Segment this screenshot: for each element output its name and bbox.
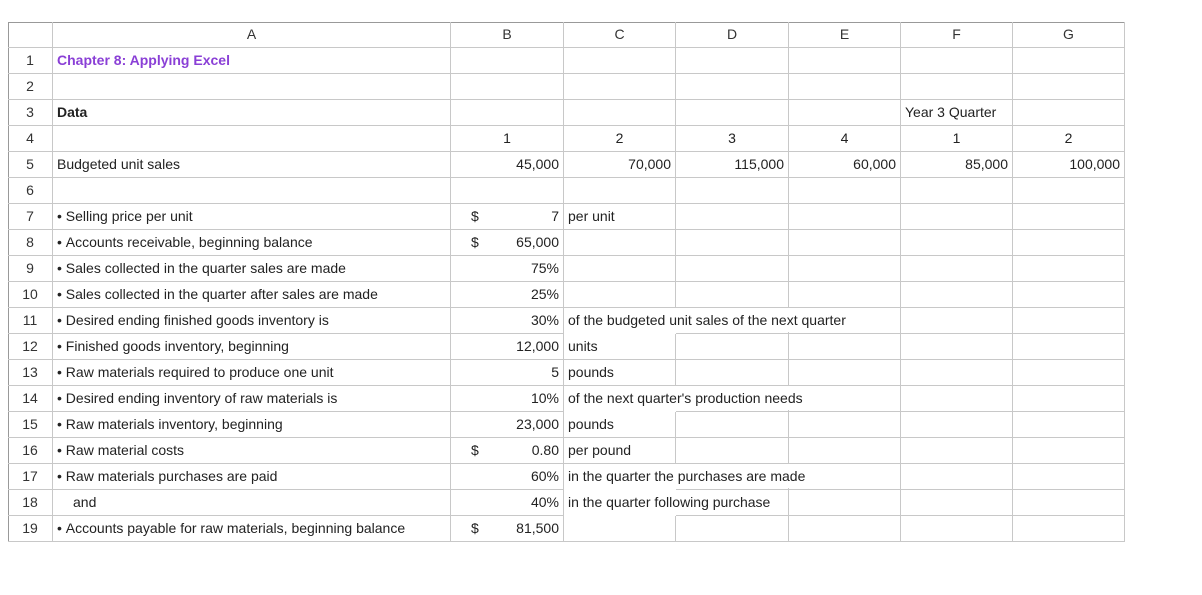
item-note[interactable]: units [564, 334, 676, 360]
item-note[interactable]: of the next quarter's production needs [564, 386, 805, 410]
empty-cell[interactable] [1013, 386, 1125, 412]
item-value: 30% [530, 312, 559, 328]
empty-cell[interactable] [676, 230, 789, 256]
budgeted-unit-sales-value[interactable]: 115,000 [676, 152, 789, 178]
currency-symbol: $ [471, 234, 479, 250]
item-label[interactable]: • Desired ending inventory of raw materials is [53, 386, 451, 412]
empty-cell[interactable] [901, 230, 1013, 256]
empty-cell[interactable] [564, 48, 676, 74]
empty-cell[interactable] [789, 516, 901, 542]
item-value-cell[interactable] [451, 438, 564, 464]
empty-cell[interactable] [564, 256, 676, 282]
row-header-3[interactable]: 3 [8, 100, 53, 126]
column-header-d[interactable]: D [676, 22, 789, 48]
empty-cell[interactable] [676, 516, 789, 542]
empty-cell[interactable] [564, 282, 676, 308]
item-value: 7 [551, 208, 559, 224]
empty-cell[interactable] [676, 48, 789, 74]
item-label[interactable]: • Finished goods inventory, beginning [53, 334, 451, 360]
item-value-cell[interactable] [451, 230, 564, 256]
item-value-cell[interactable] [451, 334, 564, 360]
column-header-e[interactable]: E [789, 22, 901, 48]
empty-cell[interactable] [451, 100, 564, 126]
quarter-number[interactable]: 1 [451, 126, 564, 152]
empty-cell[interactable] [676, 256, 789, 282]
quarter-number[interactable]: 3 [676, 126, 789, 152]
column-header-a[interactable]: A [53, 22, 451, 48]
budgeted-unit-sales-value[interactable]: 85,000 [901, 152, 1013, 178]
item-note[interactable]: pounds [564, 360, 676, 386]
row-header-17[interactable]: 17 [8, 464, 53, 490]
empty-cell[interactable] [676, 334, 789, 360]
row-header-7[interactable]: 7 [8, 204, 53, 230]
empty-cell[interactable] [1013, 230, 1125, 256]
row-header-15[interactable]: 15 [8, 412, 53, 438]
empty-cell[interactable] [901, 178, 1013, 204]
column-header-c[interactable]: C [564, 22, 676, 48]
item-note[interactable]: per pound [564, 438, 676, 464]
empty-cell[interactable] [789, 490, 901, 516]
empty-cell[interactable] [676, 74, 789, 100]
year3-quarter-number[interactable]: 2 [1013, 126, 1125, 152]
empty-cell[interactable] [1013, 100, 1125, 126]
item-value: 65,000 [516, 234, 559, 250]
item-value-cell[interactable] [451, 282, 564, 308]
empty-cell[interactable] [789, 48, 901, 74]
empty-cell[interactable] [901, 48, 1013, 74]
empty-cell[interactable] [789, 230, 901, 256]
item-label[interactable]: • Accounts receivable, beginning balance [53, 230, 451, 256]
empty-cell[interactable] [564, 178, 676, 204]
item-value: 12,000 [516, 338, 559, 354]
row-header-10[interactable]: 10 [8, 282, 53, 308]
empty-cell[interactable] [789, 74, 901, 100]
item-note[interactable]: in the quarter following purchase [564, 490, 772, 514]
empty-cell[interactable] [901, 438, 1013, 464]
empty-cell[interactable] [901, 360, 1013, 386]
empty-cell[interactable] [901, 386, 1013, 412]
quarter-number[interactable]: 4 [789, 126, 901, 152]
empty-cell[interactable] [564, 516, 676, 542]
item-label[interactable]: • Raw materials purchases are paid [53, 464, 451, 490]
item-label[interactable]: • Sales collected in the quarter sales are made [53, 256, 451, 282]
item-value-cell[interactable] [451, 204, 564, 230]
empty-cell[interactable] [451, 48, 564, 74]
item-value-cell[interactable] [451, 490, 564, 516]
empty-cell[interactable] [1013, 48, 1125, 74]
item-value-cell[interactable] [451, 360, 564, 386]
empty-cell[interactable] [676, 100, 789, 126]
year3-quarter-label[interactable]: Year 3 Quarter [901, 100, 1013, 126]
empty-cell[interactable] [789, 204, 901, 230]
sheet-title[interactable]: Chapter 8: Applying Excel [53, 48, 451, 74]
row-header-12[interactable]: 12 [8, 334, 53, 360]
item-value-cell[interactable] [451, 308, 564, 334]
item-note[interactable]: of the budgeted unit sales of the next quarter [564, 308, 848, 332]
empty-cell[interactable] [901, 204, 1013, 230]
item-label[interactable]: • Selling price per unit [53, 204, 451, 230]
budgeted-unit-sales-value[interactable]: 100,000 [1013, 152, 1125, 178]
item-note[interactable]: pounds [564, 412, 676, 438]
item-value: 75% [530, 260, 559, 276]
empty-cell[interactable] [901, 308, 1013, 334]
row-header-13[interactable]: 13 [8, 360, 53, 386]
spreadsheet-grid [8, 22, 1125, 544]
row-header-16[interactable]: 16 [8, 438, 53, 464]
empty-cell[interactable] [1013, 334, 1125, 360]
empty-cell[interactable] [676, 204, 789, 230]
row-header-2[interactable]: 2 [8, 74, 53, 100]
row-header-8[interactable]: 8 [8, 230, 53, 256]
item-label[interactable]: • Raw materials inventory, beginning [53, 412, 451, 438]
empty-cell[interactable] [1013, 204, 1125, 230]
empty-cell[interactable] [789, 256, 901, 282]
row-header-1[interactable]: 1 [8, 48, 53, 74]
budgeted-unit-sales-value[interactable]: 70,000 [564, 152, 676, 178]
empty-cell[interactable] [901, 334, 1013, 360]
empty-cell[interactable] [1013, 360, 1125, 386]
item-label[interactable]: • Desired ending finished goods inventory is [53, 308, 451, 334]
empty-cell[interactable] [901, 490, 1013, 516]
empty-cell[interactable] [901, 74, 1013, 100]
empty-cell[interactable] [901, 282, 1013, 308]
item-label[interactable]: • Raw materials required to produce one unit [53, 360, 451, 386]
item-value-cell[interactable] [451, 412, 564, 438]
item-value: 23,000 [516, 416, 559, 432]
budgeted-unit-sales-label[interactable]: Budgeted unit sales [53, 152, 451, 178]
item-value: 40% [530, 494, 559, 510]
empty-cell[interactable] [1013, 438, 1125, 464]
empty-cell[interactable] [901, 464, 1013, 490]
empty-cell[interactable] [1013, 74, 1125, 100]
empty-cell[interactable] [901, 516, 1013, 542]
empty-cell[interactable] [1013, 464, 1125, 490]
row-header-19[interactable]: 19 [8, 516, 53, 542]
item-label[interactable]: • Accounts payable for raw materials, beginning balance [53, 516, 451, 542]
empty-cell[interactable] [451, 178, 564, 204]
empty-cell[interactable] [676, 282, 789, 308]
item-value: 25% [530, 286, 559, 302]
empty-cell[interactable] [789, 412, 901, 438]
item-value-cell[interactable] [451, 516, 564, 542]
quarter-number[interactable]: 2 [564, 126, 676, 152]
row-header-9[interactable]: 9 [8, 256, 53, 282]
row-header-11[interactable]: 11 [8, 308, 53, 334]
row-header-4[interactable]: 4 [8, 126, 53, 152]
empty-cell[interactable] [789, 334, 901, 360]
empty-cell[interactable] [53, 178, 451, 204]
empty-cell[interactable] [1013, 282, 1125, 308]
empty-cell[interactable] [789, 438, 901, 464]
empty-cell[interactable] [676, 178, 789, 204]
empty-cell[interactable] [789, 178, 901, 204]
data-label[interactable]: Data [53, 100, 451, 126]
empty-cell[interactable] [901, 256, 1013, 282]
empty-cell[interactable] [789, 386, 901, 412]
item-note[interactable]: in the quarter the purchases are made [564, 464, 807, 488]
empty-cell[interactable] [789, 282, 901, 308]
row-header-18[interactable]: 18 [8, 490, 53, 516]
currency-symbol: $ [471, 208, 479, 224]
column-header-f[interactable]: F [901, 22, 1013, 48]
empty-cell[interactable] [1013, 516, 1125, 542]
column-header-b[interactable]: B [451, 22, 564, 48]
budgeted-unit-sales-value[interactable]: 60,000 [789, 152, 901, 178]
item-label[interactable]: • Raw material costs [53, 438, 451, 464]
empty-cell[interactable] [901, 412, 1013, 438]
empty-cell[interactable] [564, 100, 676, 126]
empty-cell[interactable] [564, 74, 676, 100]
empty-cell[interactable] [676, 412, 789, 438]
item-value-cell[interactable] [451, 386, 564, 412]
empty-cell[interactable] [1013, 308, 1125, 334]
row-header-5[interactable]: 5 [8, 152, 53, 178]
select-all-corner[interactable] [8, 22, 53, 48]
empty-cell[interactable] [564, 230, 676, 256]
empty-cell[interactable] [451, 74, 564, 100]
item-value: 60% [530, 468, 559, 484]
budgeted-unit-sales-value[interactable]: 45,000 [451, 152, 564, 178]
empty-cell[interactable] [789, 100, 901, 126]
empty-cell[interactable] [1013, 178, 1125, 204]
item-value: 5 [551, 364, 559, 380]
item-value: 10% [530, 390, 559, 406]
currency-symbol: $ [471, 442, 479, 458]
item-label[interactable]: and [53, 490, 451, 516]
empty-cell[interactable] [1013, 412, 1125, 438]
empty-cell[interactable] [789, 360, 901, 386]
item-note[interactable]: per unit [564, 204, 676, 230]
item-value: 0.80 [531, 442, 559, 458]
empty-cell[interactable] [1013, 256, 1125, 282]
empty-cell[interactable] [676, 438, 789, 464]
item-value: 81,500 [516, 520, 559, 536]
empty-cell[interactable] [1013, 490, 1125, 516]
item-value-cell[interactable] [451, 464, 564, 490]
currency-symbol: $ [471, 520, 479, 536]
row-header-6[interactable]: 6 [8, 178, 53, 204]
empty-cell[interactable] [53, 126, 451, 152]
empty-cell[interactable] [676, 360, 789, 386]
row-header-14[interactable]: 14 [8, 386, 53, 412]
item-label[interactable]: • Sales collected in the quarter after sales are made [53, 282, 451, 308]
year3-quarter-number[interactable]: 1 [901, 126, 1013, 152]
empty-cell[interactable] [53, 74, 451, 100]
column-header-g[interactable]: G [1013, 22, 1125, 48]
item-value-cell[interactable] [451, 256, 564, 282]
